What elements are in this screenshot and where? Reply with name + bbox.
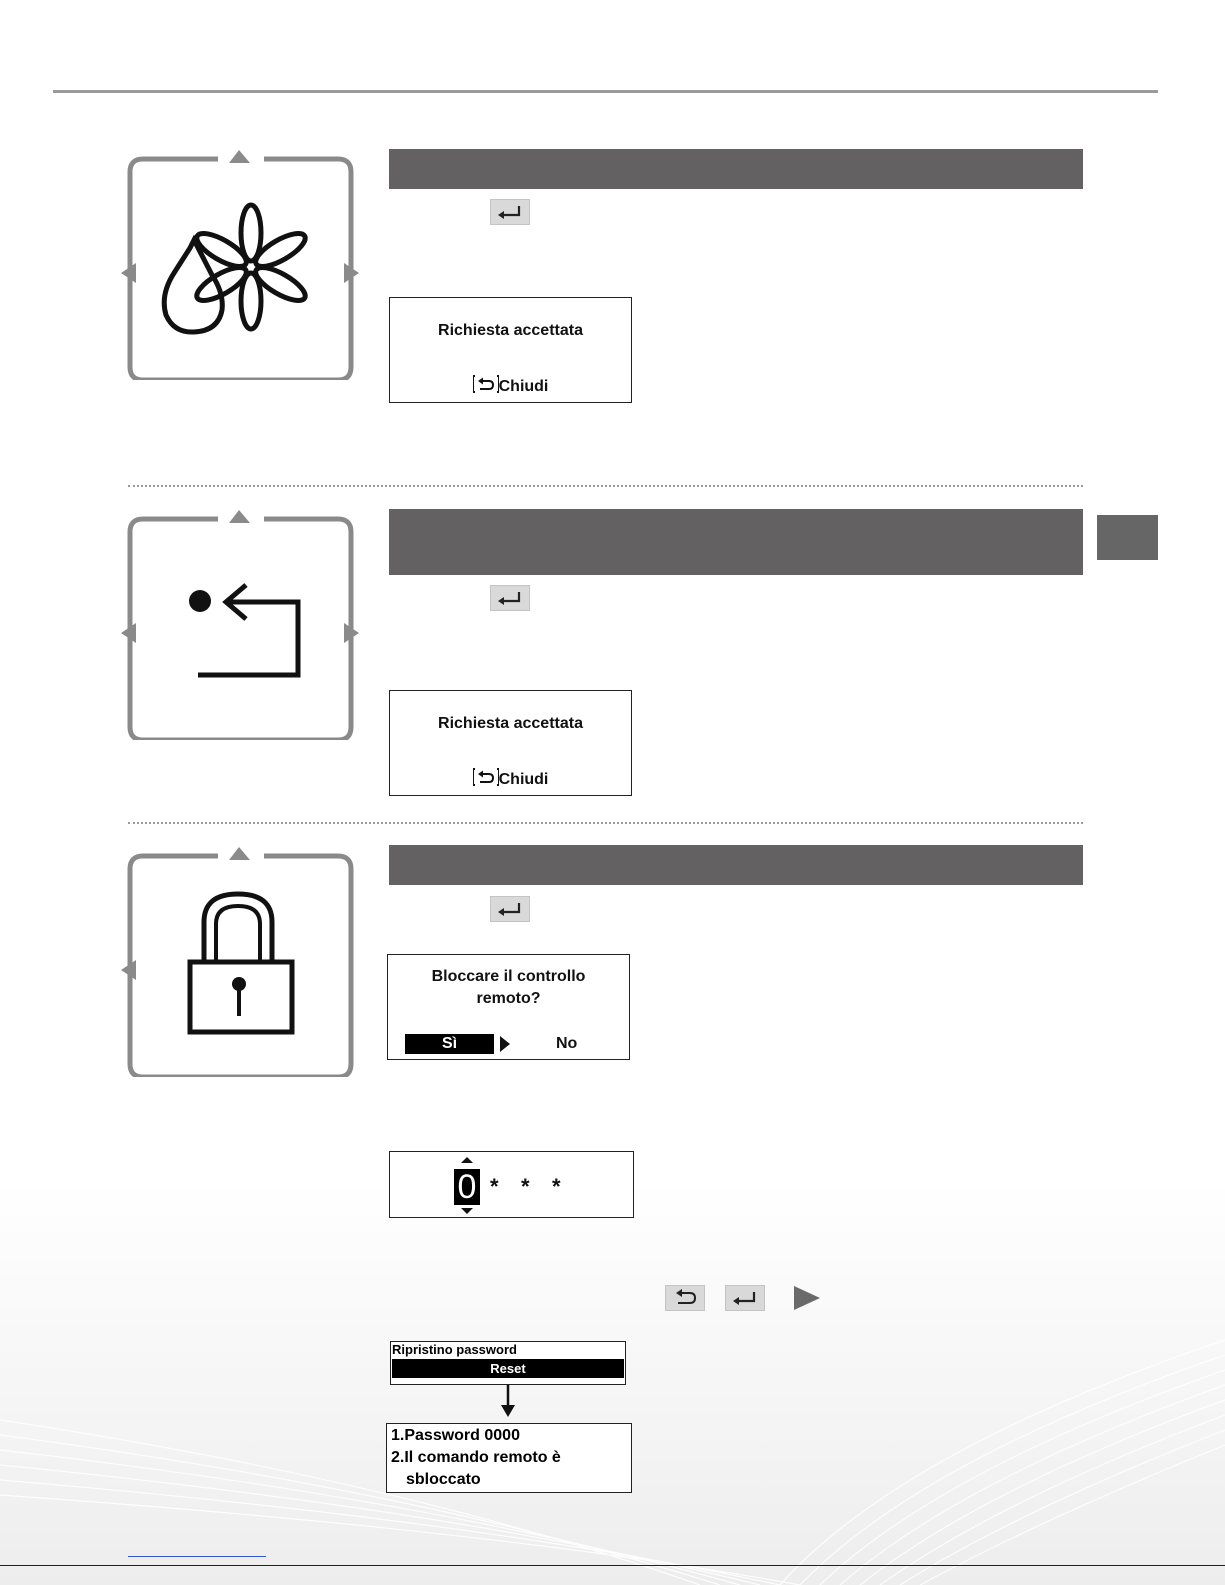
enter-key-icon <box>725 1285 765 1311</box>
dialog-message: Richiesta accettata <box>438 715 583 732</box>
accepted-dialog-1 <box>389 297 632 403</box>
close-label: Chiudi <box>498 771 549 788</box>
password-digit[interactable]: 0 <box>454 1169 480 1205</box>
accepted-dialog-2 <box>389 690 632 796</box>
result-line-1: 1.Password 0000 <box>391 1427 520 1444</box>
nav-up-icon <box>229 847 250 860</box>
result-line-2: 2.Il comando remoto è <box>391 1449 561 1466</box>
section-2-header-bar <box>389 509 1083 575</box>
nav-up-icon <box>229 510 250 523</box>
section-divider <box>128 822 1083 824</box>
navigation-frame <box>118 505 363 740</box>
navigation-frame <box>118 842 363 1077</box>
password-reset-screen <box>390 1341 626 1385</box>
section-divider <box>128 485 1083 487</box>
selection-arrow-icon <box>499 1034 511 1054</box>
section-1-header-bar <box>389 149 1083 189</box>
top-rule <box>53 90 1158 93</box>
confirm-question-line-1: Bloccare il controllo <box>431 968 586 985</box>
password-entry-screen <box>389 1151 634 1218</box>
navigation-frame <box>118 145 363 380</box>
lock-confirm-dialog <box>387 954 630 1060</box>
reset-button[interactable]: Reset <box>392 1359 624 1378</box>
increment-arrow-icon <box>459 1155 475 1165</box>
close-label: Chiudi <box>498 378 549 395</box>
no-option[interactable]: No <box>556 1035 578 1052</box>
nav-up-icon <box>229 150 250 163</box>
back-icon <box>473 375 499 398</box>
chapter-side-tab <box>1097 515 1158 560</box>
close-hint <box>390 768 631 791</box>
enter-key-icon <box>490 199 530 225</box>
decrement-arrow-icon <box>459 1206 475 1216</box>
padlock-icon <box>190 894 292 1032</box>
enter-key-icon <box>490 896 530 922</box>
down-arrow-icon <box>500 1385 516 1419</box>
masked-digit: * <box>490 1174 499 1199</box>
bottom-rule <box>0 1565 1225 1566</box>
back-key-icon <box>665 1285 705 1311</box>
flower-droplet-icon <box>164 205 309 332</box>
close-hint <box>390 375 631 398</box>
right-key-icon <box>788 1283 824 1313</box>
result-line-3: sbloccato <box>406 1471 481 1488</box>
section-3-header-bar <box>389 845 1083 885</box>
reset-screen-title: Ripristino password <box>392 1342 517 1357</box>
back-icon <box>473 768 499 791</box>
reset-result-screen <box>386 1423 632 1493</box>
enter-key-icon <box>490 585 530 611</box>
masked-digit: * <box>521 1174 530 1199</box>
bottom-link-underline <box>128 1556 266 1557</box>
dialog-message: Richiesta accettata <box>438 322 583 339</box>
yes-option[interactable]: Sì <box>405 1034 494 1054</box>
return-arrow-icon <box>189 585 298 675</box>
masked-digit: * <box>552 1174 561 1199</box>
confirm-question-line-2: remoto? <box>476 990 541 1007</box>
